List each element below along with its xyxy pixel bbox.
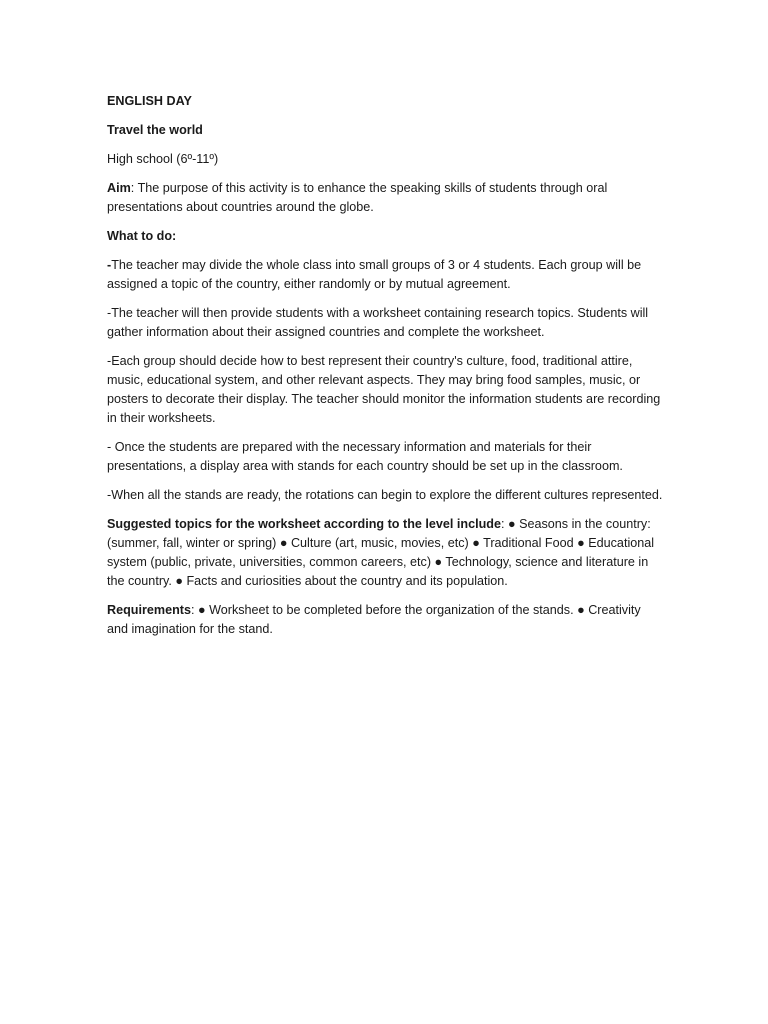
- step-paragraph-2: -The teacher will then provide students with a worksheet containing research topics. Students will gather information about their assigned countries and complete the worksheet.: [107, 306, 649, 339]
- school-level: High school (6º-11º): [107, 152, 219, 166]
- aim-text: : The purpose of this activity is to enhance the speaking skills of students through oral presentations about countries around the globe.: [107, 181, 608, 214]
- suggested-topics-paragraph: [107, 515, 663, 591]
- document-heading: ENGLISH DAY: [107, 94, 192, 108]
- aim-paragraph: [107, 179, 663, 217]
- what-to-do-label: What to do:: [107, 229, 177, 243]
- requirements-paragraph: [107, 601, 663, 639]
- step-paragraph-4: - Once the students are prepared with the necessary information and materials for their presentations, a display area with stands for each country should be set up in the classroom.: [107, 440, 623, 473]
- step-1-text: The teacher may divide the whole class into small groups of 3 or 4 students. Each group will be assigned a topic of the country, either randomly or by mutual agreement.: [107, 258, 642, 291]
- requirements-label: Requirements: [107, 603, 191, 617]
- suggested-topics-label: Suggested topics for the worksheet according to the level include: [107, 517, 501, 531]
- document-page: [107, 92, 663, 649]
- requirements-text: : ● Worksheet to be completed before the organization of the stands. ● Creativity and imagination for the stand.: [107, 603, 641, 636]
- step-paragraph-1: [107, 256, 663, 294]
- step-1-prefix: -: [107, 258, 112, 272]
- suggested-topics-text: : ● Seasons in the country: (summer, fall, winter or spring) ● Culture (art, music, movies, etc) ● Traditional Food ● Educational system (public, private, universities, common careers, etc) ● Technology, science and literature in the country. ● Facts and curiosities about the country and its population.: [107, 517, 655, 588]
- step-paragraph-5: -When all the stands are ready, the rotations can begin to explore the different cultures represented.: [107, 488, 663, 502]
- step-paragraph-3: -Each group should decide how to best represent their country's culture, food, traditional attire, music, educational system, and other relevant aspects. They may bring food samples, music, or posters to decorate their display. The teacher should monitor the information students are recording in their worksheets.: [107, 354, 661, 425]
- document-subheading: Travel the world: [107, 123, 203, 137]
- aim-label: Aim: [107, 181, 131, 195]
